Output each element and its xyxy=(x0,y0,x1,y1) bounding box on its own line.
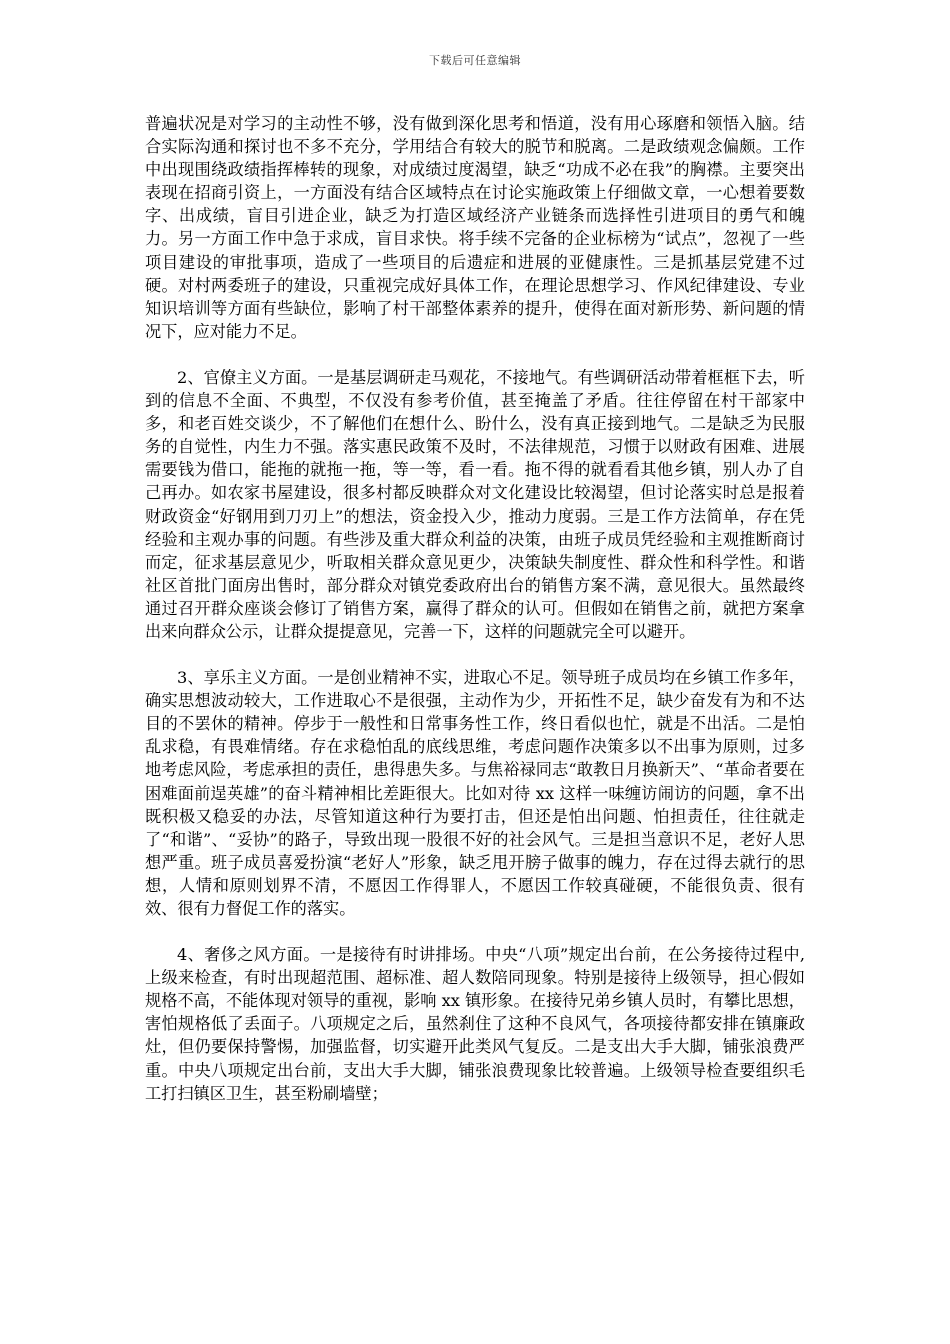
document-body xyxy=(145,112,805,1105)
paragraph-2: 2、官僚主义方面。一是基层调研走马观花，不接地气。有些调研活动带着框框下去，听到的信息不全面、不典型，不仅没有参考价值，甚至掩盖了矛盾。往往停留在村干部家中多，和老百姓交谈少，不了解他们在想什么、盼什么，没有真正接到地气。二是缺乏为民服务的自觉性，内生力不强。落实惠民政策不及时，不法律规范，习惯于以财政有困难、进展需要钱为借口，能拖的就拖一拖，等一等，看一看。拖不得的就看看其他乡镇，别人办了自己再办。如农家书屋建设，很多村都反映群众对文化建设比较渴望，但讨论落实时总是报着财政资金“好钢用到刀刃上”的想法，资金投入少，推动力度弱。三是工作方法简单，存在凭经验和主观办事的问题。有些涉及重大群众利益的决策，由班子成员凭经验和主观推断商讨而定，征求基层意见少，听取相关群众意见更少，决策缺失制度性、群众性和科学性。和谐社区首批门面房出售时，部分群众对镇党委政府出台的销售方案不满，意见很大。虽然最终通过召开群众座谈会修订了销售方案，赢得了群众的认可。但假如在销售之前，就把方案拿出来向群众公示，让群众提提意见，完善一下，这样的问题就完全可以避开。 xyxy=(145,367,805,641)
page-header: 下载后可任意编辑 xyxy=(429,54,521,67)
paragraph-3: 3、享乐主义方面。一是创业精神不实，进取心不足。领导班子成员均在乡镇工作多年，确实思想波动较大，工作进取心不是很强，主动作为少，开拓性不足，缺少奋发有为和不达目的不罢休的精神。停步于一般性和日常事务性工作，终日看似也忙，就是不出活。二是怕乱求稳，有畏难情绪。存在求稳怕乱的底线思维，考虑问题作决策多以不出事为原则，过多地考虑风险，考虑承担的责任，患得患失多。与焦裕禄同志“敢教日月换新天”、“革命者要在困难面前逞英雄”的奋斗精神相比差距很大。比如对待 xx 这样一味缠访闹访的问题，拿不出既积极又稳妥的办法，尽管知道这种行为要打击，但还是怕出问题、怕担责任，往往就走了“和谐”、“妥协”的路子，导致出现一股很不好的社会风气。三是担当意识不足，老好人思想严重。班子成员喜爱扮演“老好人”形象，缺乏甩开膀子做事的魄力，存在过得去就行的思想，人情和原则划界不清，不愿因工作得罪人，不愿因工作较真碰硬，不能很负责、很有效、很有力督促工作的落实。 xyxy=(145,668,805,918)
paragraph-4: 4、奢侈之风方面。一是接待有时讲排场。中央“八项”规定出台前，在公务接待过程中, 上级来检查，有时出现超范围、超标准、超人数陪同现象。特别是接待上级领导，担心假如规格不高，不能体现对领导的重视，影响 xx 镇形象。在接待兄弟乡镇人员时，有攀比思想，害怕规格低了丢面子。八项规定之后，虽然刹住了这种不良风气，各项接待都安排在镇廉政灶，但仍要保持警惕，加强监督，切实避开此类风气复反。二是支出大手大脚，铺张浪费严重。中央八项规定出台前，支出大手大脚，铺张浪费现象比较普遍。上级领导检查要组织毛工打扫镇区卫生，甚至粉刷墙壁； xyxy=(145,945,805,1103)
paragraph-1: 普遍状况是对学习的主动性不够，没有做到深化思考和悟道，没有用心琢磨和领悟入脑。结合实际沟通和探讨也不多不充分，学用结合有较大的脱节和脱离。二是政绩观念偏颇。工作中出现围绕政绩指挥棒转的现象，对成绩过度渴望，缺乏“功成不必在我”的胸襟。主要突出表现在招商引资上，一方面没有结合区域特点在讨论实施政策上仔细做文章，一心想着要数字、出成绩，盲目引进企业，缺乏为打造区域经济产业链条而选择性引进项目的勇气和魄力。另一方面工作中急于求成，盲目求快。将手续不完备的企业标榜为“试点”，忽视了一些项目建设的审批事项，造成了一些项目的后遗症和进展的亚健康性。三是抓基层党建不过硬。对村两委班子的建设，只重视完成好具体工作，在理论思想学习、作风纪律建设、专业知识培训等方面有些缺位，影响了村干部整体素养的提升，使得在面对新形势、新问题的情况下，应对能力不足。 xyxy=(145,114,805,341)
